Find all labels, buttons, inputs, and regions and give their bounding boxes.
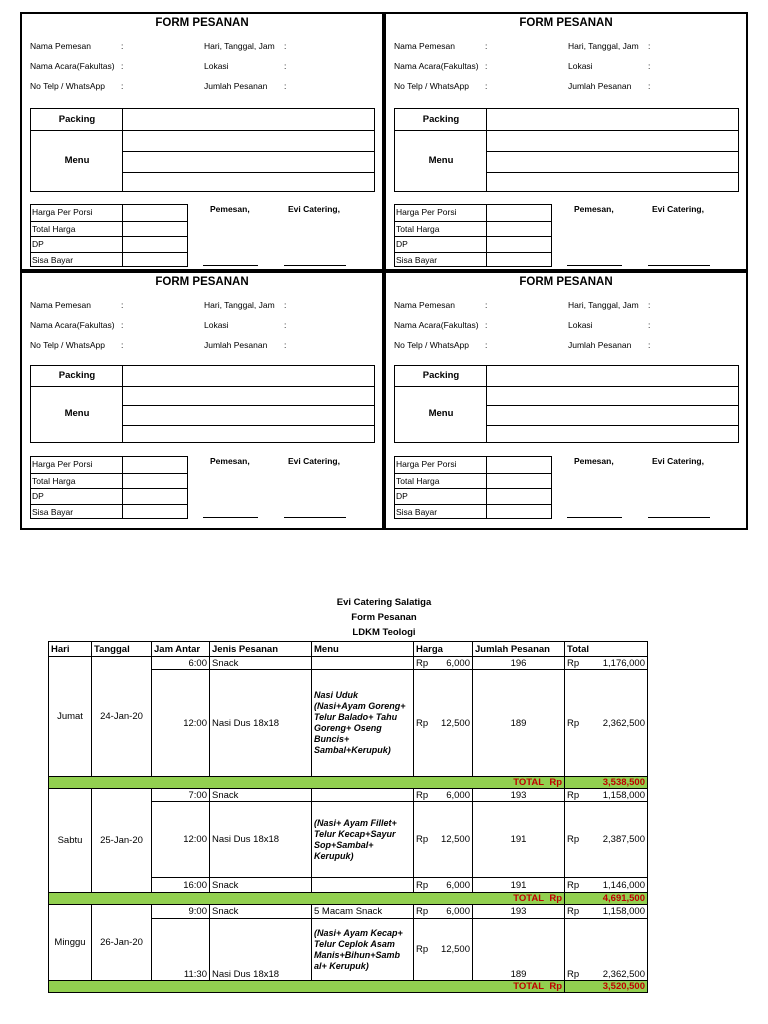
packing-label: Packing: [58, 369, 96, 381]
packing-label: Packing: [58, 113, 96, 125]
cell-tanggal: 24-Jan-20: [92, 657, 152, 777]
field-nama-pemesan: Nama Pemesan :: [30, 41, 124, 51]
cell-total: Rp 1,158,000: [565, 905, 648, 919]
cell-menu: [312, 878, 414, 893]
field-lokasi: Lokasi :: [204, 320, 287, 330]
field-nama-acara: Nama Acara(Fakultas) :: [30, 320, 124, 330]
cell-jenis-pesanan: Snack: [210, 657, 312, 670]
form-title: FORM PESANAN: [155, 17, 249, 29]
cell-jumlah-pesanan: 196: [473, 657, 565, 670]
cell-jenis-pesanan: Nasi Dus 18x18: [210, 670, 312, 777]
order-form-card-1: [20, 12, 384, 271]
field-lokasi: Lokasi :: [568, 61, 651, 71]
signer-evi-catering: Evi Catering,: [288, 456, 340, 466]
cell-harga: Rp 6,000: [414, 657, 473, 670]
field-nama-acara: Nama Acara(Fakultas) :: [394, 320, 488, 330]
cell-total: Rp 1,158,000: [565, 789, 648, 802]
cell-total: Rp 2,362,500: [565, 919, 648, 981]
cell-jenis-pesanan: Snack: [210, 789, 312, 802]
field-nama-acara: Nama Acara(Fakultas) :: [30, 61, 124, 71]
cell-jumlah-pesanan: 193: [473, 789, 565, 802]
cell-total: Rp 1,146,000: [565, 878, 648, 893]
cell-jam-antar: 9:00: [152, 905, 210, 919]
price-row-sisa-bayar: Sisa Bayar: [395, 252, 551, 268]
signature-line-evi: [284, 517, 346, 518]
price-row-sisa-bayar: Sisa Bayar: [31, 504, 187, 520]
signer-evi-catering: Evi Catering,: [652, 456, 704, 466]
cell-jenis-pesanan: Snack: [210, 905, 312, 919]
price-summary-box: [394, 204, 552, 267]
signature-line-pemesan: [567, 265, 622, 266]
menu-label: Menu: [64, 407, 90, 419]
field-lokasi: Lokasi :: [568, 320, 651, 330]
packing-label: Packing: [422, 113, 460, 125]
signer-evi-catering: Evi Catering,: [288, 204, 340, 214]
cell-jumlah-pesanan: 193: [473, 905, 565, 919]
table-row: [49, 657, 648, 670]
signature-line-pemesan: [567, 517, 622, 518]
cell-harga: Rp 6,000: [414, 905, 473, 919]
cell-menu: [312, 789, 414, 802]
signature-line-evi: [648, 517, 710, 518]
field-no-telp: No Telp / WhatsApp :: [394, 340, 488, 350]
price-row-harga-per-porsi: Harga Per Porsi: [396, 459, 457, 469]
cell-hari: Jumat: [49, 657, 92, 777]
signer-pemesan: Pemesan,: [210, 456, 250, 466]
form-title: FORM PESANAN: [155, 276, 249, 288]
cell-tanggal: 26-Jan-20: [92, 905, 152, 981]
cell-jam-antar: 11:30: [152, 919, 210, 981]
col-total: Total: [565, 642, 648, 657]
price-row-total-harga: Total Harga: [31, 221, 187, 237]
field-jumlah-pesanan: Jumlah Pesanan :: [568, 81, 651, 91]
menu-label: Menu: [428, 407, 454, 419]
field-jumlah-pesanan: Jumlah Pesanan :: [568, 340, 651, 350]
cell-jam-antar: 16:00: [152, 878, 210, 893]
total-label: TOTAL Rp: [49, 981, 565, 993]
cell-jenis-pesanan: Nasi Dus 18x18: [210, 802, 312, 878]
cell-jumlah-pesanan: 191: [473, 878, 565, 893]
cell-menu: (Nasi+ Ayam Kecap+ Telur Ceplok Asam Manis+Bihun+Samb al+ Kerupuk): [312, 919, 414, 981]
packing-menu-box: [394, 108, 739, 192]
signer-pemesan: Pemesan,: [574, 456, 614, 466]
table-row: [49, 905, 648, 919]
day-total-value: 3,538,500: [565, 777, 648, 789]
col-jam-antar: Jam Antar: [152, 642, 210, 657]
col-menu: Menu: [312, 642, 414, 657]
packing-menu-box: [30, 365, 375, 443]
cell-tanggal: 25-Jan-20: [92, 789, 152, 893]
day-total-row: [49, 777, 648, 789]
cell-jumlah-pesanan: 189: [473, 670, 565, 777]
cell-menu: Nasi Uduk (Nasi+Ayam Goreng+ Telur Balado+ Tahu Goreng+ Oseng Buncis+ Sambal+Kerupuk): [312, 670, 414, 777]
cell-harga: Rp 12,500: [414, 802, 473, 878]
order-form-card-4: [384, 271, 748, 530]
col-harga: Harga: [414, 642, 473, 657]
table-row: [49, 789, 648, 802]
packing-menu-box: [30, 108, 375, 192]
order-form-card-2: [384, 12, 748, 271]
form-title: FORM PESANAN: [519, 17, 613, 29]
price-row-total-harga: Total Harga: [395, 221, 551, 237]
col-jenis-pesanan: Jenis Pesanan: [210, 642, 312, 657]
cell-jam-antar: 6:00: [152, 657, 210, 670]
field-nama-acara: Nama Acara(Fakultas) :: [394, 61, 488, 71]
signer-pemesan: Pemesan,: [210, 204, 250, 214]
menu-label: Menu: [428, 154, 454, 166]
cell-hari: Sabtu: [49, 789, 92, 893]
field-no-telp: No Telp / WhatsApp :: [394, 81, 488, 91]
field-jumlah-pesanan: Jumlah Pesanan :: [204, 81, 287, 91]
cell-jam-antar: 7:00: [152, 789, 210, 802]
cell-menu: [312, 657, 414, 670]
form-title: FORM PESANAN: [519, 276, 613, 288]
packing-menu-box: [394, 365, 739, 443]
signature-line-evi: [648, 265, 710, 266]
day-total-row: [49, 893, 648, 905]
field-nama-pemesan: Nama Pemesan :: [30, 300, 124, 310]
field-lokasi: Lokasi :: [204, 61, 287, 71]
day-total-row: [49, 981, 648, 993]
cell-harga: Rp 6,000: [414, 789, 473, 802]
cell-harga: Rp 12,500: [414, 670, 473, 777]
price-summary-box: [30, 456, 188, 519]
order-form-card-3: [20, 271, 384, 530]
summary-title-company: Evi Catering Salatiga: [336, 597, 432, 608]
summary-title-event: LDKM Teologi: [352, 627, 416, 638]
price-row-harga-per-porsi: Harga Per Porsi: [32, 459, 93, 469]
summary-header-row: [49, 642, 648, 657]
col-tanggal: Tanggal: [92, 642, 152, 657]
packing-label: Packing: [422, 369, 460, 381]
field-hari-tanggal-jam: Hari, Tanggal, Jam :: [204, 41, 287, 51]
field-nama-pemesan: Nama Pemesan :: [394, 300, 488, 310]
order-summary-table: [48, 641, 648, 993]
total-label: TOTAL Rp: [49, 777, 565, 789]
field-nama-pemesan: Nama Pemesan :: [394, 41, 488, 51]
cell-total: Rp 1,176,000: [565, 657, 648, 670]
price-row-dp: DP: [395, 488, 551, 504]
price-row-harga-per-porsi: Harga Per Porsi: [32, 207, 93, 217]
price-row-sisa-bayar: Sisa Bayar: [395, 504, 551, 520]
menu-label: Menu: [64, 154, 90, 166]
cell-jenis-pesanan: Nasi Dus 18x18: [210, 919, 312, 981]
signer-pemesan: Pemesan,: [574, 204, 614, 214]
order-forms-sheet: [20, 12, 748, 530]
price-summary-box: [30, 204, 188, 267]
signature-line-evi: [284, 265, 346, 266]
cell-total: Rp 2,362,500: [565, 670, 648, 777]
signer-evi-catering: Evi Catering,: [652, 204, 704, 214]
field-hari-tanggal-jam: Hari, Tanggal, Jam :: [568, 300, 651, 310]
total-label: TOTAL Rp: [49, 893, 565, 905]
field-jumlah-pesanan: Jumlah Pesanan :: [204, 340, 287, 350]
cell-jenis-pesanan: Snack: [210, 878, 312, 893]
price-row-dp: DP: [395, 236, 551, 252]
cell-jumlah-pesanan: 191: [473, 802, 565, 878]
signature-line-pemesan: [203, 265, 258, 266]
price-row-dp: DP: [31, 236, 187, 252]
price-row-sisa-bayar: Sisa Bayar: [31, 252, 187, 268]
price-row-harga-per-porsi: Harga Per Porsi: [396, 207, 457, 217]
price-summary-box: [394, 456, 552, 519]
cell-jam-antar: 12:00: [152, 802, 210, 878]
cell-menu: 5 Macam Snack: [312, 905, 414, 919]
day-total-value: 3,520,500: [565, 981, 648, 993]
price-row-dp: DP: [31, 488, 187, 504]
cell-total: Rp 2,387,500: [565, 802, 648, 878]
col-jumlah-pesanan: Jumlah Pesanan: [473, 642, 565, 657]
cell-hari: Minggu: [49, 905, 92, 981]
cell-jam-antar: 12:00: [152, 670, 210, 777]
cell-menu: (Nasi+ Ayam Fillet+ Telur Kecap+Sayur Sop+Sambal+ Kerupuk): [312, 802, 414, 878]
cell-jumlah-pesanan: 189: [473, 919, 565, 981]
summary-title-form: Form Pesanan: [351, 612, 417, 623]
field-hari-tanggal-jam: Hari, Tanggal, Jam :: [568, 41, 651, 51]
price-row-total-harga: Total Harga: [395, 473, 551, 489]
cell-harga: Rp 12,500: [414, 919, 473, 981]
price-row-total-harga: Total Harga: [31, 473, 187, 489]
field-no-telp: No Telp / WhatsApp :: [30, 81, 124, 91]
signature-line-pemesan: [203, 517, 258, 518]
day-total-value: 4,691,500: [565, 893, 648, 905]
field-hari-tanggal-jam: Hari, Tanggal, Jam :: [204, 300, 287, 310]
field-no-telp: No Telp / WhatsApp :: [30, 340, 124, 350]
cell-harga: Rp 6,000: [414, 878, 473, 893]
col-hari: Hari: [49, 642, 92, 657]
